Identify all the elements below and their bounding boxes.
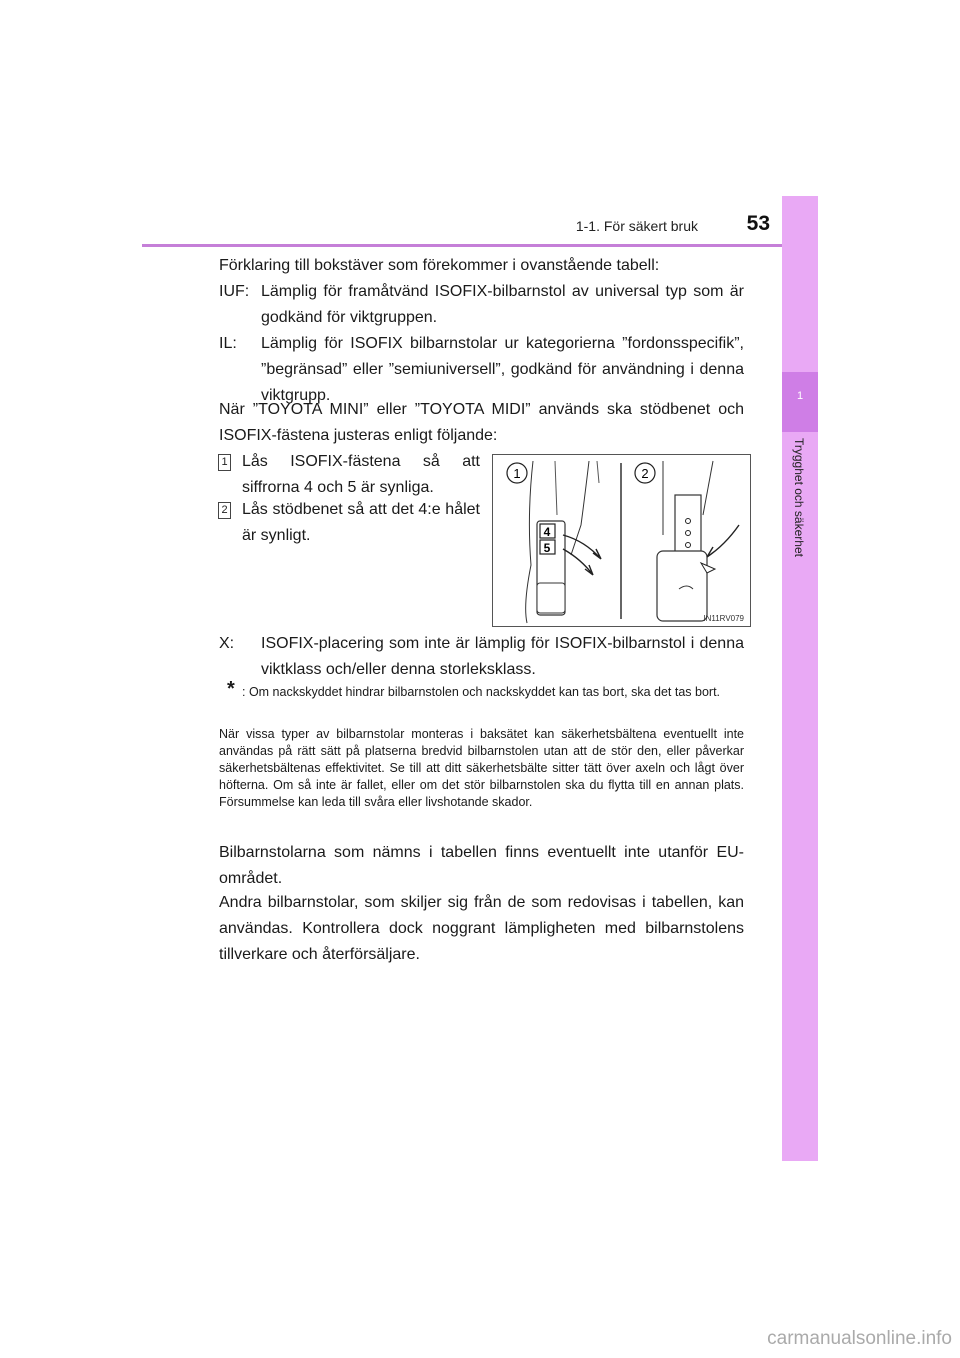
definition-text: Lämplig för ISOFIX bilbarnstolar ur kategorierna ”fordonsspecifik”, ”begränsad” eller ”semiuniversell”, godkänd för användning i denna viktgrupp.: [261, 335, 744, 404]
footnote: : Om nackskyddet hindrar bilbarnstolen och nackskyddet kan tas bort, ska det tas bort.: [242, 685, 721, 699]
step-2: [218, 497, 480, 549]
chapter-tab[interactable]: [782, 372, 818, 432]
toyota-note: När ”TOYOTA MINI” eller ”TOYOTA MIDI” används ska stödbenet och ISOFIX-fästena justeras enligt följande:: [219, 401, 744, 444]
panel-label-1: 1: [513, 466, 521, 481]
step-1: [218, 449, 480, 501]
footnote-mark: *: [227, 678, 235, 700]
page-number: 53: [746, 212, 770, 235]
chapter-title: Trygghet och säkerhet: [792, 438, 806, 557]
header-rule: [142, 244, 818, 247]
warning-text: När vissa typer av bilbarnstolar monteras i baksätet kan säkerhetsbältena eventuellt inte användas på rätt sätt på platserna bredvid bilbarnstolen utan att de stör den, eller påverkar säkerhetsbältenas effektivitet. Se till att ditt säkerhetsbälte sitter tätt över axeln och lågt över höfterna. Om så inte är fallet, eller om det stör bilbarnstolen ska du flytta till en annan plats. Försummelse kan leda till svåra eller livshotande skador.: [219, 727, 744, 809]
availability-text: Bilbarnstolarna som nämns i tabellen finns eventuellt inte utanför EU-området.: [219, 844, 744, 887]
other-seats-text: Andra bilbarnstolar, som skiljer sig från de som redovisas i tabellen, kan användas. Kontrollera dock noggrant lämpligheten med bilbarnstolens tillverkare och återförsäljare.: [219, 894, 744, 963]
definition-text: ISOFIX-placering som inte är lämplig för ISOFIX-bilbarnstol i denna viktklass och/eller denna storleksklass.: [261, 635, 744, 678]
definition-term: IUF:: [219, 283, 250, 300]
section-title: 1-1. För säkert bruk: [575, 218, 698, 234]
watermark: carmanualsonline.info: [767, 1328, 952, 1349]
isofix-illustration: [492, 454, 751, 627]
definition-text: Lämplig för framåtvänd ISOFIX-bilbarnstol av universal typ som är godkänd för viktgruppen.: [261, 283, 744, 326]
intro-text: Förklaring till bokstäver som förekommer i ovanstående tabell:: [219, 257, 660, 274]
digit-4: 4: [543, 525, 551, 539]
chapter-number: 1: [796, 390, 804, 402]
digit-5: 5: [543, 541, 551, 555]
step-text: Lås stödbenet så att det 4:e hålet är synligt.: [242, 501, 480, 544]
panel-label-2: 2: [641, 466, 649, 481]
figure-code: IN11RV079: [703, 614, 744, 623]
step-number-badge: 2: [218, 502, 231, 519]
definition-iuf: [219, 279, 744, 331]
side-tab: [782, 196, 818, 1161]
definition-x: [219, 631, 744, 683]
isofix-drawing: [493, 455, 750, 626]
definition-term: X:: [219, 635, 235, 652]
definition-term: IL:: [219, 335, 237, 352]
step-number-badge: 1: [218, 454, 231, 471]
step-text: Lås ISOFIX-fästena så att siffrorna 4 och 5 är synliga.: [242, 453, 480, 496]
